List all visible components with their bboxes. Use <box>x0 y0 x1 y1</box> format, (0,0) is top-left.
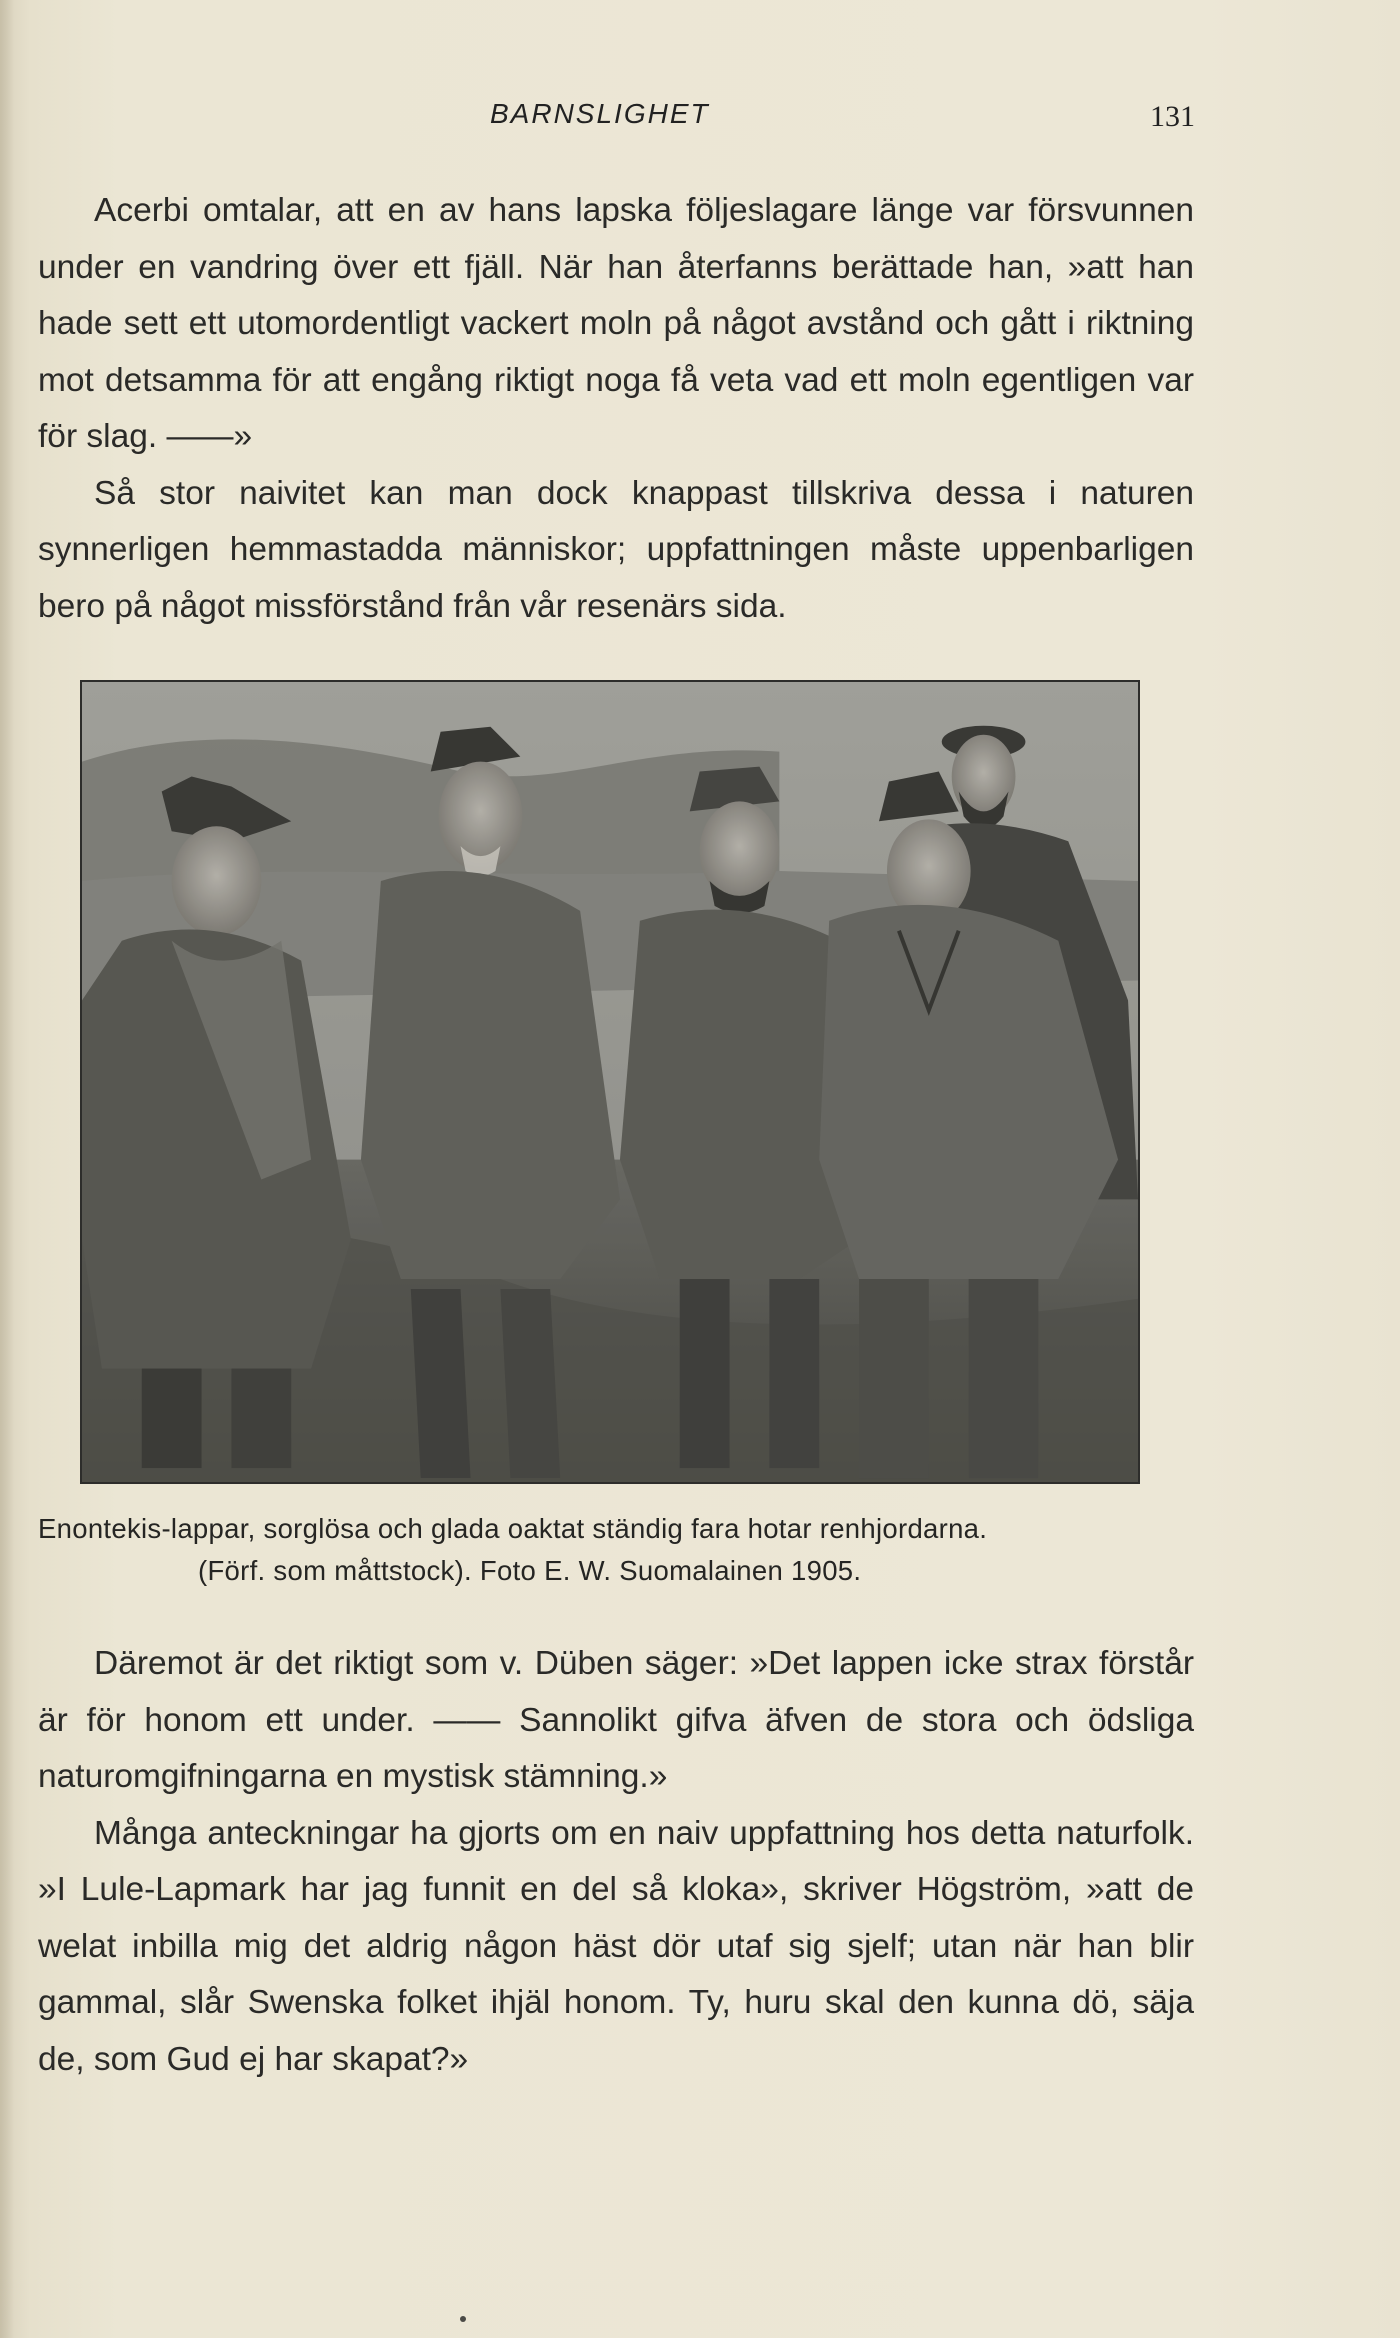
text-block-top <box>38 183 1194 635</box>
paragraph-naivitet: Så stor naivitet kan man dock knappast tillskriva dessa i naturen synnerligen hemmastadda människor; uppfattningen måste uppenbarligen bero på något missförstånd från vår resenärs sida. <box>38 474 1194 625</box>
paragraph-duben: Däremot är det riktigt som v. Düben säger: »Det lappen icke strax förstår är för honom ett under. —— Sannolikt gifva äfven de stora och ödsliga naturomgifningarna en mystisk stämning.» <box>38 1645 1194 1795</box>
caption-line-2: (Förf. som måttstock). Foto E. W. Suomalainen 1905. <box>198 1555 862 1586</box>
caption-line-1: Enontekis-lappar, sorglösa och glada oaktat ständig fara hotar renhjordarna. <box>38 1513 988 1544</box>
photograph-image <box>82 682 1138 1482</box>
paragraph-hogstrom: Många anteckningar ha gjorts om en naiv uppfattning hos detta naturfolk. »I Lule-Lapmark har jag funnit en del så kloka», skriver Högström, »att de welat inbilla mig det aldrig någon häst dör utaf sig sjelf; utan när han blir gammal, slår Swenska folket ihjäl honom. Ty, huru skal den kunna dö, säja de, som Gud ej har skapat?» <box>38 1814 1194 2078</box>
page-number: 131 <box>1150 100 1195 133</box>
running-head-title: BARNSLIGHET <box>490 98 710 129</box>
paragraph-acerbi: Acerbi omtalar, att en av hans lapska följeslagare länge var försvunnen under en vandring över ett fjäll. När han återfanns berättade han, »att han hade sett ett utomordentligt vackert moln på något avstånd och gått i riktning mot detsamma för att engång riktigt noga få veta vad ett moln egentligen var för slag. ——» <box>38 192 1194 455</box>
print-speck <box>460 2316 466 2322</box>
page-gutter-shadow <box>0 0 14 2338</box>
figure-caption <box>38 1508 1218 1592</box>
photograph-sami-group <box>80 680 1140 1484</box>
text-block-bottom <box>38 1636 1194 2088</box>
